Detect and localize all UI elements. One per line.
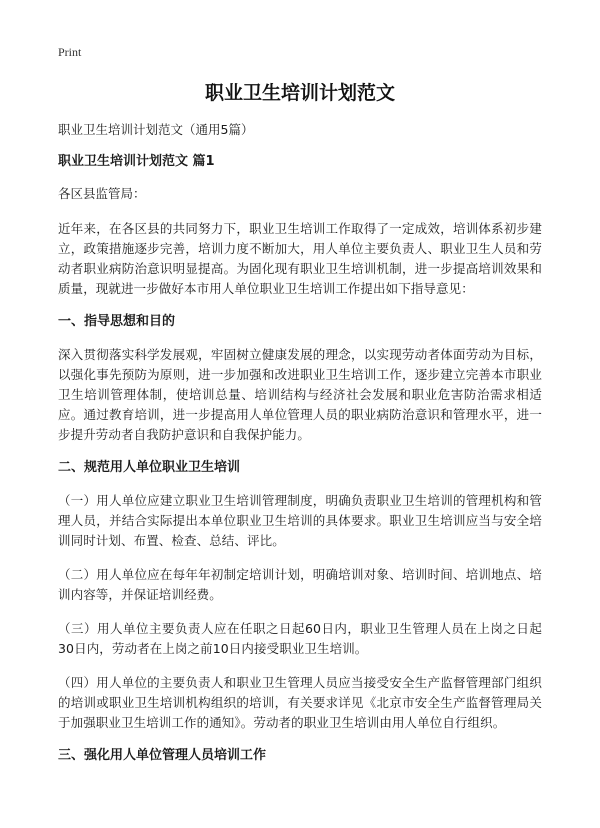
print-label: Print (58, 45, 82, 59)
section-heading-2: 二、规范用人单位职业卫生培训 (58, 460, 241, 475)
section-1-paragraph: 深入贯彻落实科学发展观，牢固树立健康发展的理念，以实现劳动者体面劳动为目标，以强化事先预防为原则，进一步加强和改进职业卫生培训工作，逐步建立完善本市职业卫生培训管理体制，使培训总量、培训结构与经济社会发展和职业危害防治需求相适应。通过教育培训，进一步提高用人单位管理人员的职业病防治意识和管理水平，进一步提升劳动者自我防护意识和自我保护能力。 (58, 347, 542, 442)
salutation: 各区县监管局： (58, 186, 146, 201)
section-2-item-1: （一）用人单位应建立职业卫生培训管理制度，明确负责职业卫生培训的管理机构和管理人员，并结合实际提出本单位职业卫生培训的具体要求。职业卫生培训应当与安全培训同时计划、布置、检查、总结、评比。 (58, 493, 542, 548)
document-title: 职业卫生培训计划范文 (204, 82, 395, 104)
part-heading: 职业卫生培训计划范文 篇1 (58, 154, 215, 169)
section-2-item-3: （三）用人单位主要负责人应在任职之日起60日内，职业卫生管理人员在上岗之日起30日内，劳动者在上岗之前10日内接受职业卫生培训。 (58, 621, 542, 656)
section-heading-3: 三、强化用人单位管理人员培训工作 (58, 748, 267, 763)
section-2-item-2: （二）用人单位应在每年年初制定培训计划，明确培训对象、培训时间、培训地点、培训内容等，并保证培训经费。 (58, 567, 542, 602)
intro-paragraph: 近年来，在各区县的共同努力下，职业卫生培训工作取得了一定成效，培训体系初步建立，政策措施逐步完善，培训力度不断加大，用人单位主要负责人、职业卫生人员和劳动者职业病防治意识明显提高。为固化现有职业卫生培训机制，进一步提高培训效果和质量，现就进一步做好本市用人单位职业卫生培训工作提出如下指导意见： (58, 221, 542, 296)
section-heading-1: 一、指导思想和目的 (58, 314, 176, 329)
section-2-item-4: （四）用人单位的主要负责人和职业卫生管理人员应当接受安全生产监督管理部门组织的培训或职业卫生培训机构组织的培训，有关要求详见《北京市安全生产监督管理局关于加强职业卫生培训工作的通知》。劳动者的职业卫生培训由用人单位自行组织。 (58, 675, 542, 730)
document-subtitle: 职业卫生培训计划范文（通用5篇） (58, 122, 254, 137)
